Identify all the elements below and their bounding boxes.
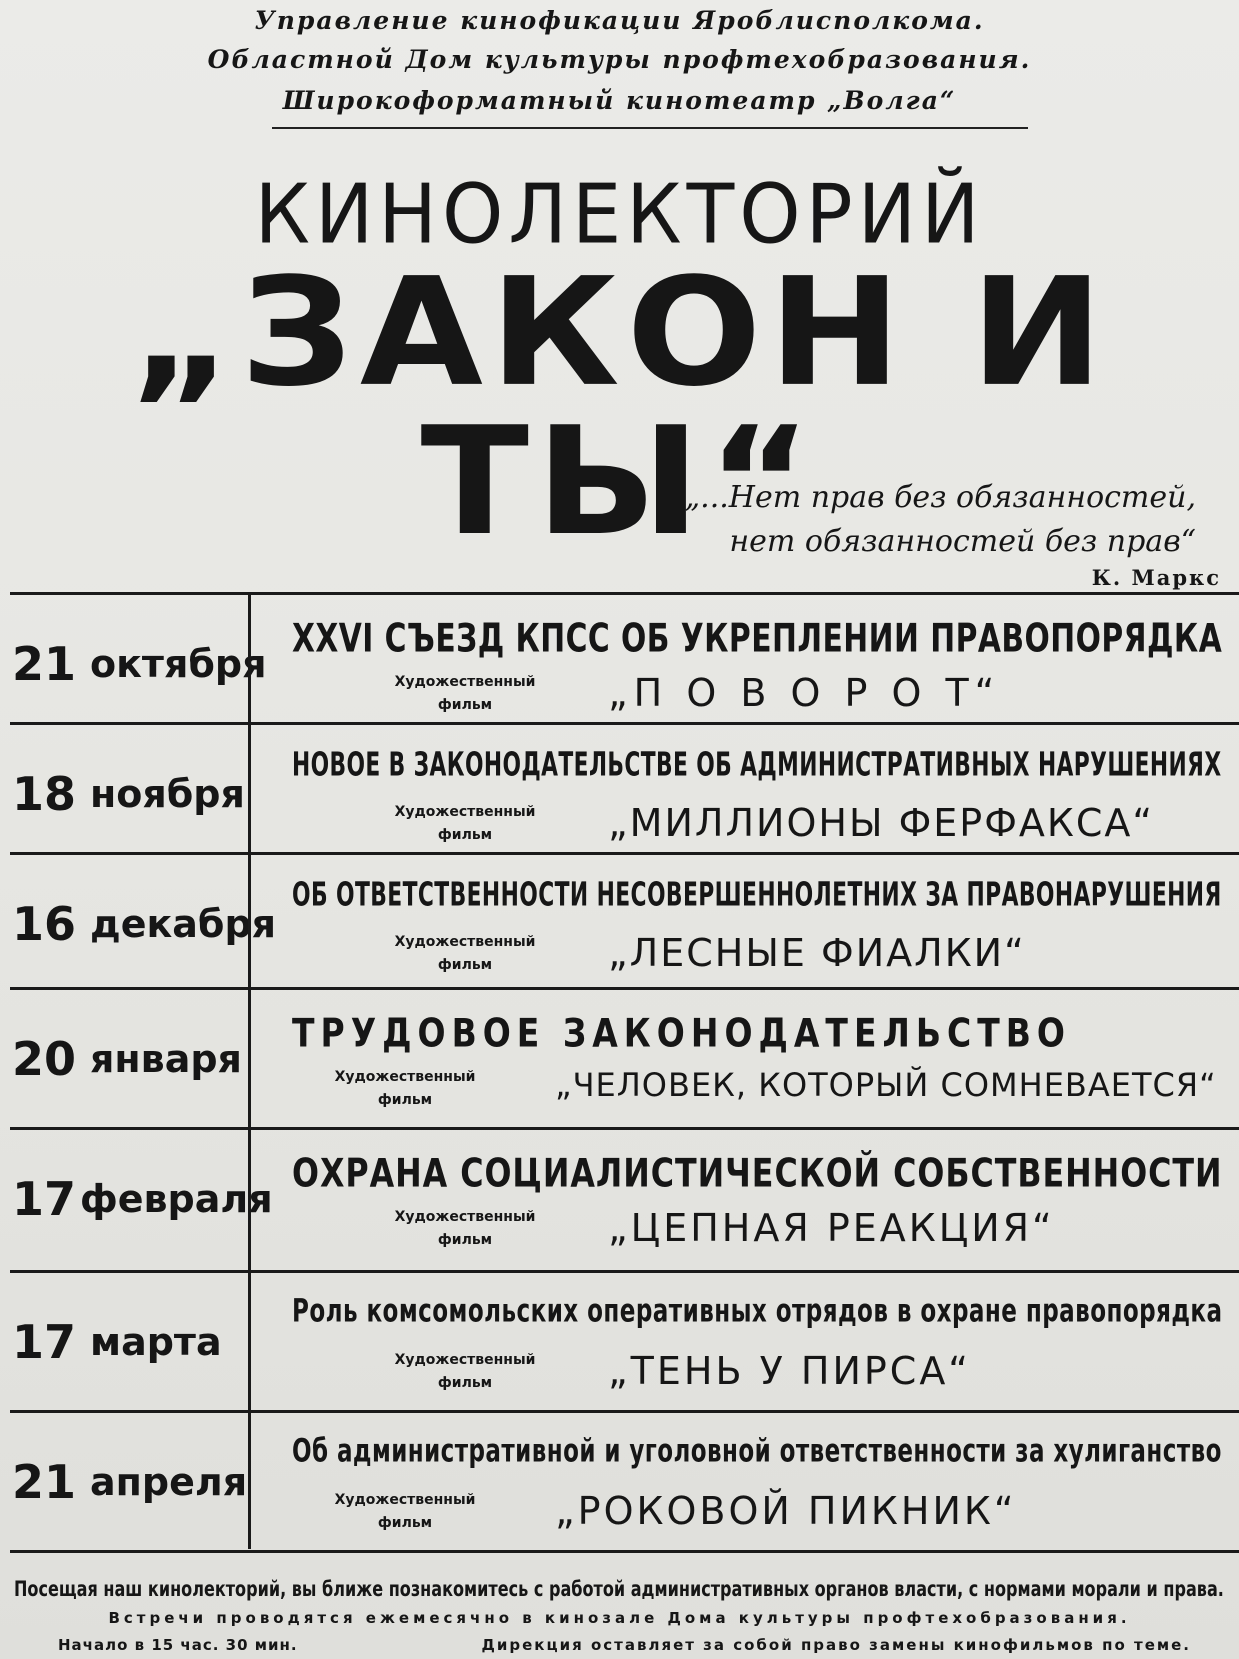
film-genre [370,1206,560,1252]
film-genre-line-2: фильм [437,1232,493,1248]
date-day: 18 [12,766,77,821]
epigraph-line-1: „...Нет прав без обязанностей, [684,480,1196,515]
session-date [12,855,277,992]
date-month: января [90,1036,242,1081]
schedule-row [10,987,1239,1127]
film-genre [370,671,560,717]
organizer-line-1: Управление кинофикации Яроблисполкома. [254,6,985,35]
film-genre-line-2: фильм [437,957,493,973]
organizer-line-2: Областной Дом культуры профтехобразования. [207,45,1032,74]
film-genre-line-2: фильм [377,1515,433,1531]
film-title: „ЛЕСНЫЕ ФИАЛКИ“ [608,931,1026,975]
epigraph [685,476,1196,564]
session-topic: Роль комсомольских оперативных отрядов в охране правопорядка [292,1293,1223,1330]
film-genre-line-1: Художественный [334,1069,476,1085]
date-month: марта [90,1319,222,1364]
session-topic: ОХРАНА СОЦИАЛИСТИЧЕСКОЙ СОБСТВЕННОСТИ [292,1150,1223,1197]
film-genre [370,931,560,977]
schedule-row [10,1127,1239,1267]
film-title: „ТЕНЬ У ПИРСА“ [608,1349,971,1393]
footer-start-time: Начало в 15 час. 30 мин. [58,1636,298,1654]
date-day: 17 [12,1171,77,1226]
film-title: „П О В О Р О Т“ [608,671,1001,715]
schedule-row [10,722,1239,862]
film-title: „МИЛЛИОНЫ ФЕРФАКСА“ [608,801,1155,845]
header-rule [272,127,1028,129]
session-topic: ТРУДОВОЕ ЗАКОНОДАТЕЛЬСТВО [292,1010,1071,1057]
film-genre [370,801,560,847]
date-day: 21 [12,636,77,691]
session-date [12,595,267,732]
schedule-row [10,592,1239,732]
schedule-table [10,592,1239,1549]
film-genre [370,1349,560,1395]
schedule-row [10,852,1239,992]
date-month: ноября [90,771,245,816]
session-topic: XXVI СЪЕЗД КПСС ОБ УКРЕПЛЕНИИ ПРАВОПОРЯДКА [292,615,1223,662]
session-topic: Об административной и уголовной ответственности за хулиганство [292,1433,1222,1470]
film-title: „ЧЕЛОВЕК, КОТОРЫЙ СОМНЕВАЕТСЯ“ [555,1066,1217,1104]
epigraph-author: К. Маркс [1091,565,1221,590]
date-day: 16 [12,896,77,951]
film-genre-line-2: фильм [437,697,493,713]
poster-kicker: КИНОЛЕКТОРИЙ [254,167,985,263]
film-genre-line-1: Художественный [394,674,536,690]
footer-invitation: Посещая наш кинолекторий, вы ближе познакомитесь с работой административных органов власти, с нормами морали и права. [14,1577,1224,1603]
date-day: 20 [12,1031,77,1086]
film-genre-line-1: Художественный [394,804,536,820]
session-date [12,725,245,862]
date-month: февраля [80,1176,273,1221]
film-genre-line-1: Художественный [334,1492,476,1508]
film-genre [310,1066,500,1112]
schedule-row [10,1410,1239,1553]
date-month: декабря [90,901,277,946]
film-genre [310,1489,500,1535]
date-day: 17 [12,1314,77,1369]
schedule-row [10,1270,1239,1410]
epigraph-line-2: нет обязанностей без прав“ [729,524,1196,559]
session-topic: ОБ ОТВЕТСТВЕННОСТИ НЕСОВЕРШЕННОЛЕТНИХ ЗА ПРАВОНАРУШЕНИЯ [292,875,1222,914]
organizer-line-3: Широкоформатный кинотеатр „Волга“ [282,86,957,115]
date-month: апреля [90,1459,248,1504]
film-genre-line-1: Художественный [394,1209,536,1225]
film-title: „ЦЕПНАЯ РЕАКЦИЯ“ [608,1206,1055,1250]
date-month: октября [90,641,267,686]
poster-title: „ЗАКОН И ТЫ“ [128,246,1111,569]
session-date [12,990,240,1127]
film-genre-line-2: фильм [437,827,493,843]
film-genre-line-1: Художественный [394,934,536,950]
session-topic: НОВОЕ В ЗАКОНОДАТЕЛЬСТВЕ ОБ АДМИНИСТРАТИВНЫХ НАРУШЕНИЯХ [292,745,1222,784]
film-genre-line-2: фильм [377,1092,433,1108]
session-date [12,1413,248,1550]
schedule-column-divider [248,592,251,1549]
film-genre-line-2: фильм [437,1375,493,1391]
footer-meetings: Встречи проводятся ежемесячно в кинозале Дома культуры профтехобразования. [108,1609,1131,1627]
session-date [12,1273,240,1410]
footer-disclaimer: Дирекция оставляет за собой право замены кинофильмов по теме. [481,1636,1191,1654]
film-title: „РОКОВОЙ ПИКНИК“ [555,1489,1017,1533]
session-date [12,1130,273,1267]
date-day: 21 [12,1454,77,1509]
film-genre-line-1: Художественный [394,1352,536,1368]
